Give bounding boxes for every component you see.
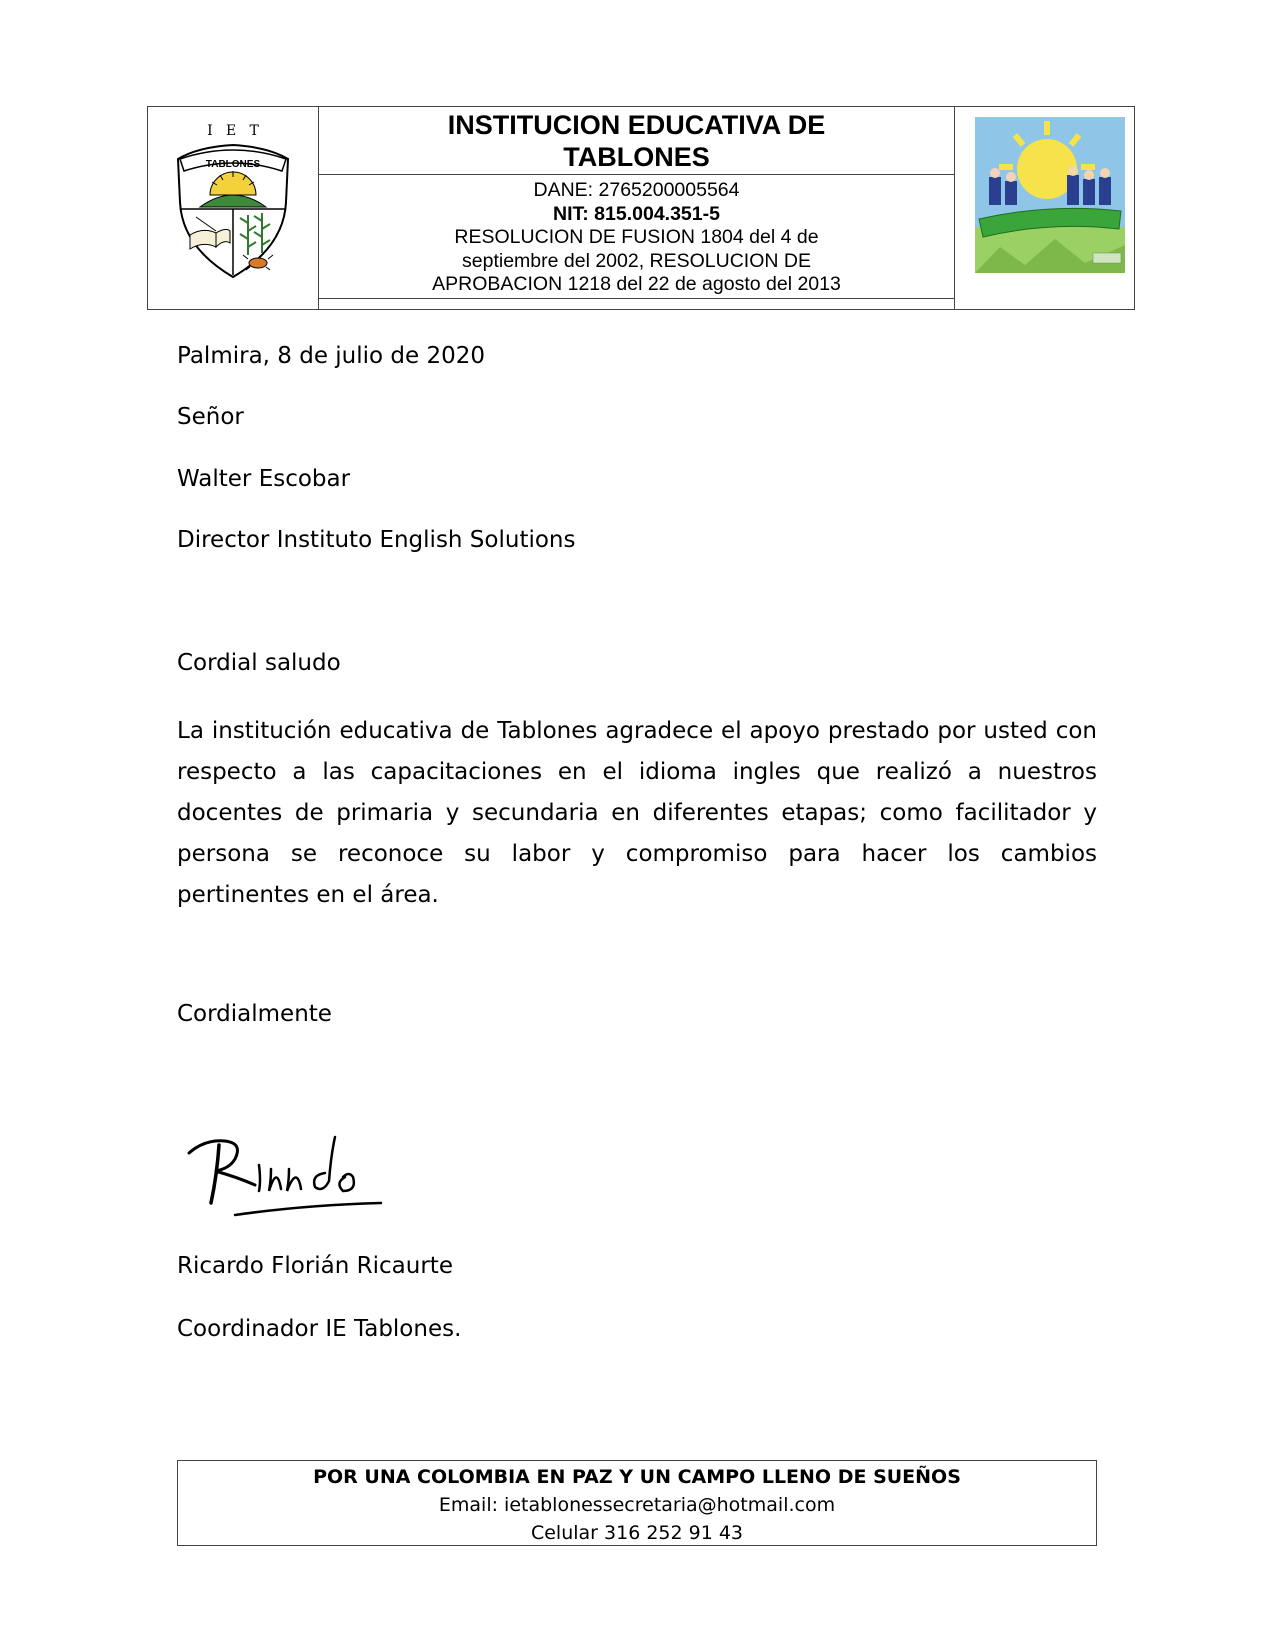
nit-number: NIT: 815.004.351-5 bbox=[553, 202, 720, 225]
shield-banner-text: TABLONES bbox=[205, 159, 261, 170]
letter-body: La institución educativa de Tablones agradece el apoyo prestado por usted con respecto a las capacitaciones en el idioma ingles que realizó a nuestros docentes de primaria y secundaria en diferentes etapas; como facilitador y persona se reconoce su labor y compromiso para hacer los cambios pertinentes en el área. bbox=[177, 718, 1097, 908]
footer-box bbox=[177, 1460, 1097, 1546]
header-divider bbox=[319, 298, 954, 299]
campaign-logo bbox=[955, 107, 1136, 311]
closing: Cordialmente bbox=[177, 1001, 332, 1027]
resolution-line-2: septiembre del 2002, RESOLUCION DE bbox=[462, 249, 811, 272]
letterhead bbox=[147, 106, 1135, 310]
resolution-line-1: RESOLUCION DE FUSION 1804 del 4 de bbox=[454, 226, 819, 248]
salutation-title: Señor bbox=[177, 404, 244, 430]
handwritten-signature bbox=[185, 1125, 395, 1225]
institution-title-line-2: TABLONES bbox=[563, 142, 710, 172]
letterhead-right-cell bbox=[955, 107, 1136, 309]
footer-email: Email: ietablonessecretaria@hotmail.com bbox=[438, 1494, 836, 1516]
letterhead-center-cell bbox=[319, 107, 955, 309]
letter-date: Palmira, 8 de julio de 2020 bbox=[177, 343, 486, 369]
school-shield-logo bbox=[148, 107, 319, 311]
institution-title bbox=[319, 107, 954, 175]
shield-letters: I E T bbox=[207, 123, 259, 139]
recipient-name: Walter Escobar bbox=[177, 466, 351, 492]
recipient-role: Director Instituto English Solutions bbox=[177, 527, 576, 553]
dane-code: DANE: 2765200005564 bbox=[533, 179, 740, 201]
footer-phone: Celular 316 252 91 43 bbox=[530, 1522, 744, 1544]
footer-motto: POR UNA COLOMBIA EN PAZ Y UN CAMPO LLENO DE SUEÑOS bbox=[313, 1466, 961, 1488]
signer-role: Coordinador IE Tablones. bbox=[177, 1316, 462, 1342]
institution-title-line-1: INSTITUCION EDUCATIVA DE bbox=[447, 110, 826, 140]
greeting: Cordial saludo bbox=[177, 650, 341, 676]
signer-name: Ricardo Florián Ricaurte bbox=[177, 1253, 453, 1279]
institution-details bbox=[319, 179, 954, 297]
letterhead-left-cell bbox=[148, 107, 319, 309]
resolution-line-3: APROBACION 1218 del 22 de agosto del 2013 bbox=[432, 273, 841, 295]
